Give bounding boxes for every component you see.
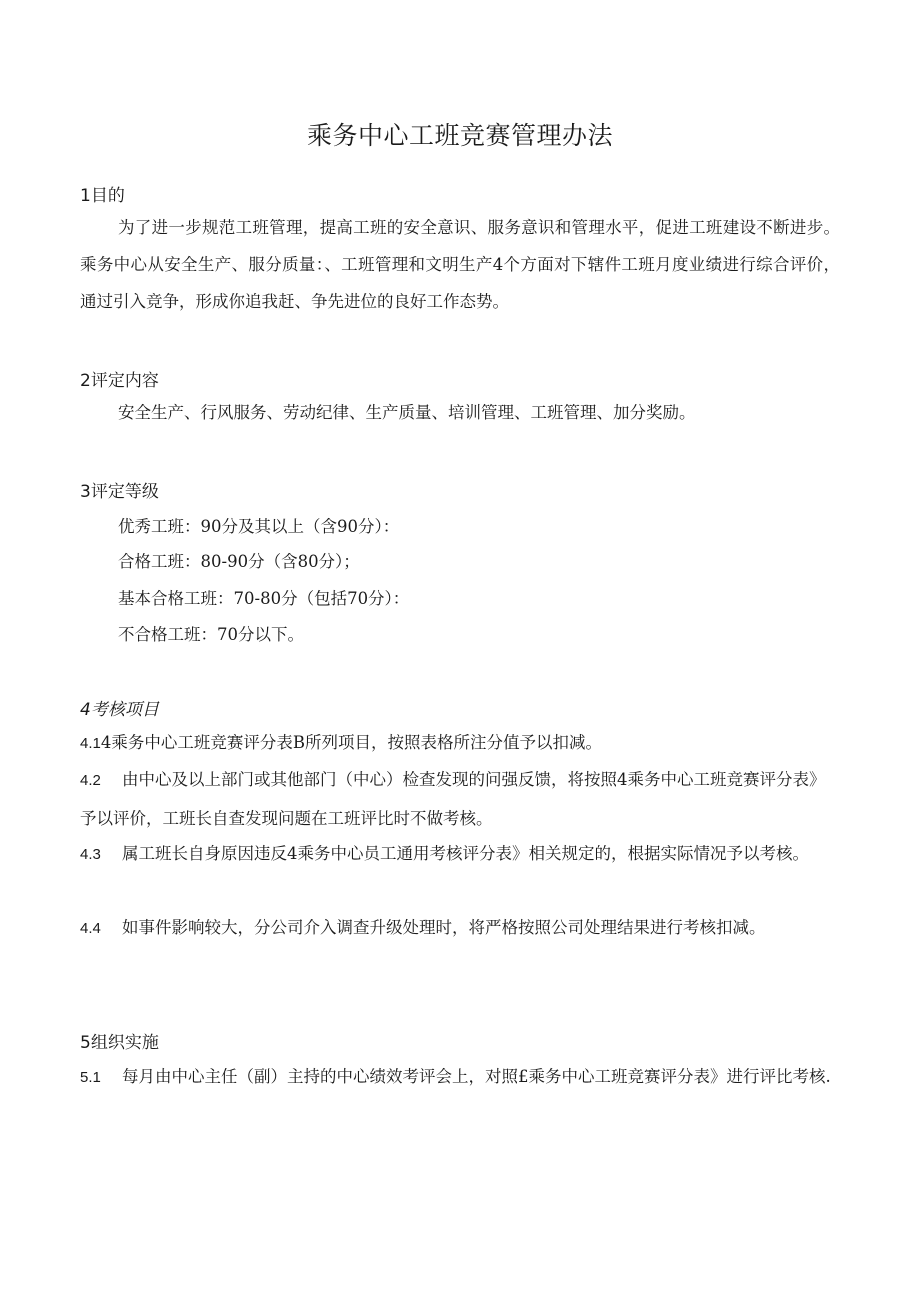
item-text: 属工班长自身原因违反4乘务中心员工通用考核评分表》相关规定的，根据实际情况予以考核。 — [122, 844, 809, 863]
section-heading-assessment-items: 4考核项目 — [80, 700, 159, 720]
document-title: 乘务中心工班竞赛管理办法 — [306, 121, 613, 150]
section-heading-evaluation-grades: 3评定等级 — [80, 482, 159, 502]
assessment-item — [80, 761, 840, 838]
implementation-item — [80, 1058, 840, 1097]
grade-qualified: 合格工班：80-90分（含80分）； — [118, 552, 360, 571]
item-text: 由中心及以上部门或其他部门（中心）检查发现的问强反馈，将按照4乘务中心工班竞赛评分表》予以评价，工班长自查发现问题在工班评比时不做考核。 — [80, 770, 826, 828]
item-number: 4.3 — [80, 846, 101, 863]
section-heading-purpose: 1目的 — [80, 186, 125, 206]
grade-excellent: 优秀工班：90分及其以上（含90分）： — [118, 517, 400, 536]
item-number: 4.2 — [80, 772, 101, 789]
section-heading-implementation: 5组织实施 — [80, 1033, 159, 1053]
item-text: 4乘务中心工班竞赛评分表B所列项目，按照表格所注分值予以扣减。 — [100, 733, 602, 752]
item-text: 每月由中心主任（副）主持的中心绩效考评会上，对照£乘务中心工班竞赛评分表》进行评比考核. — [122, 1067, 831, 1086]
assessment-item — [80, 835, 840, 874]
section-paragraph-evaluation-content: 安全生产、行风服务、劳动纪律、生产质量、培训管理、工班管理、加分奖励。 — [118, 403, 696, 422]
item-number: 5.1 — [80, 1069, 101, 1086]
item-number: 4.4 — [80, 920, 101, 937]
grade-unqualified: 不合格工班：70分以下。 — [118, 625, 304, 644]
section-heading-evaluation-content: 2评定内容 — [80, 371, 159, 391]
section-paragraph-purpose: 为了进一步规范工班管理，提高工班的安全意识、服务意识和管理水平，促进工班建设不断进步。乘务中心从安全生产、服分质量：、工班管理和文明生产4个方面对下辖件工班月度业绩进行综合评价，通过引入竞争，形成你追我赶、争先进位的良好工作态势。 — [80, 218, 840, 311]
item-text: 如事件影响较大，分公司介入调查升级处理时，将严格按照公司处理结果进行考核扣减。 — [122, 918, 766, 937]
item-number: 4.1 — [80, 735, 101, 752]
assessment-item — [80, 909, 840, 948]
grade-basic-qualified: 基本合格工班：70-80分（包括70分）： — [118, 589, 410, 608]
assessment-item — [80, 724, 840, 763]
